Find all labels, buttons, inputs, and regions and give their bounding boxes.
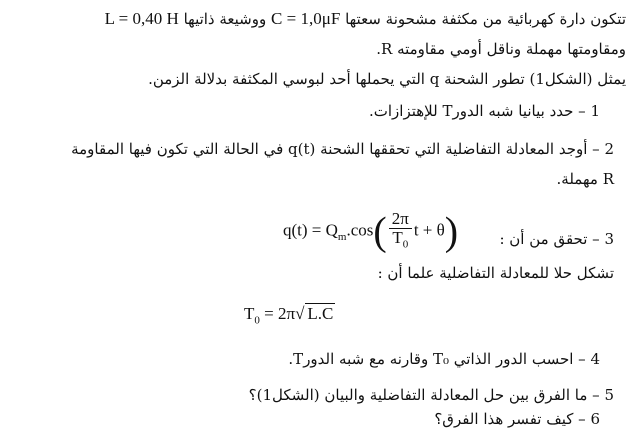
charge-equation: $q(t) = Q_m.\cos$( $\frac{2\pi}{T_0}$ t + θ) xyxy=(283,208,459,254)
intro-line-1 xyxy=(10,8,626,30)
question-4: 4 – احسب الدور الذاتي T₀ وقارنه مع شبه الدورT. xyxy=(288,350,600,368)
intro-line-2: ومقاومتها مهملة وناقل أومي مقاومته R. xyxy=(376,40,626,58)
sqrt-symbol: √ xyxy=(295,304,305,323)
question-5: 5 – ما الفرق بين حل المعادلة التفاضلية والبيان (الشكل1)؟ xyxy=(248,386,614,404)
question-2-line-2: R مهملة. xyxy=(556,170,614,188)
question-3-line-2: تشكل حلا للمعادلة التفاضلية علما أن : xyxy=(377,264,614,282)
question-2-line-1: 2 – أوجد المعادلة التفاضلية التي تحققها الشحنة q(t) في الحالة التي تكون فيها المقاومة xyxy=(71,140,614,158)
question-1: 1 – حدد بيانيا شبه الدورT للإهتزازات. xyxy=(369,102,600,120)
question-6: 6 – كيف تفسر هذا الفرق؟ xyxy=(434,410,600,428)
question-3-prefix: 3 – تحقق من أن : xyxy=(499,230,614,248)
angular-frequency-fraction: $\frac{2\pi}{T_0}$ xyxy=(389,210,412,253)
figure-note: يمثل (الشكل1) تطور الشحنة q التي يحملها أحد لبوسي المكثفة بدلالة الزمن. xyxy=(148,70,626,88)
period-formula: $T_0 = 2\pi√$ L.C xyxy=(244,304,334,327)
intro-text-start: تتكون دارة كهربائية من مكثفة مشحونة سعتها xyxy=(345,10,626,28)
capacitance-value: C = 1,0μF xyxy=(271,9,341,28)
intro-text-mid: ووشيعة ذاتيها xyxy=(183,10,267,28)
inductance-value: L = 0,40 H xyxy=(104,9,179,28)
